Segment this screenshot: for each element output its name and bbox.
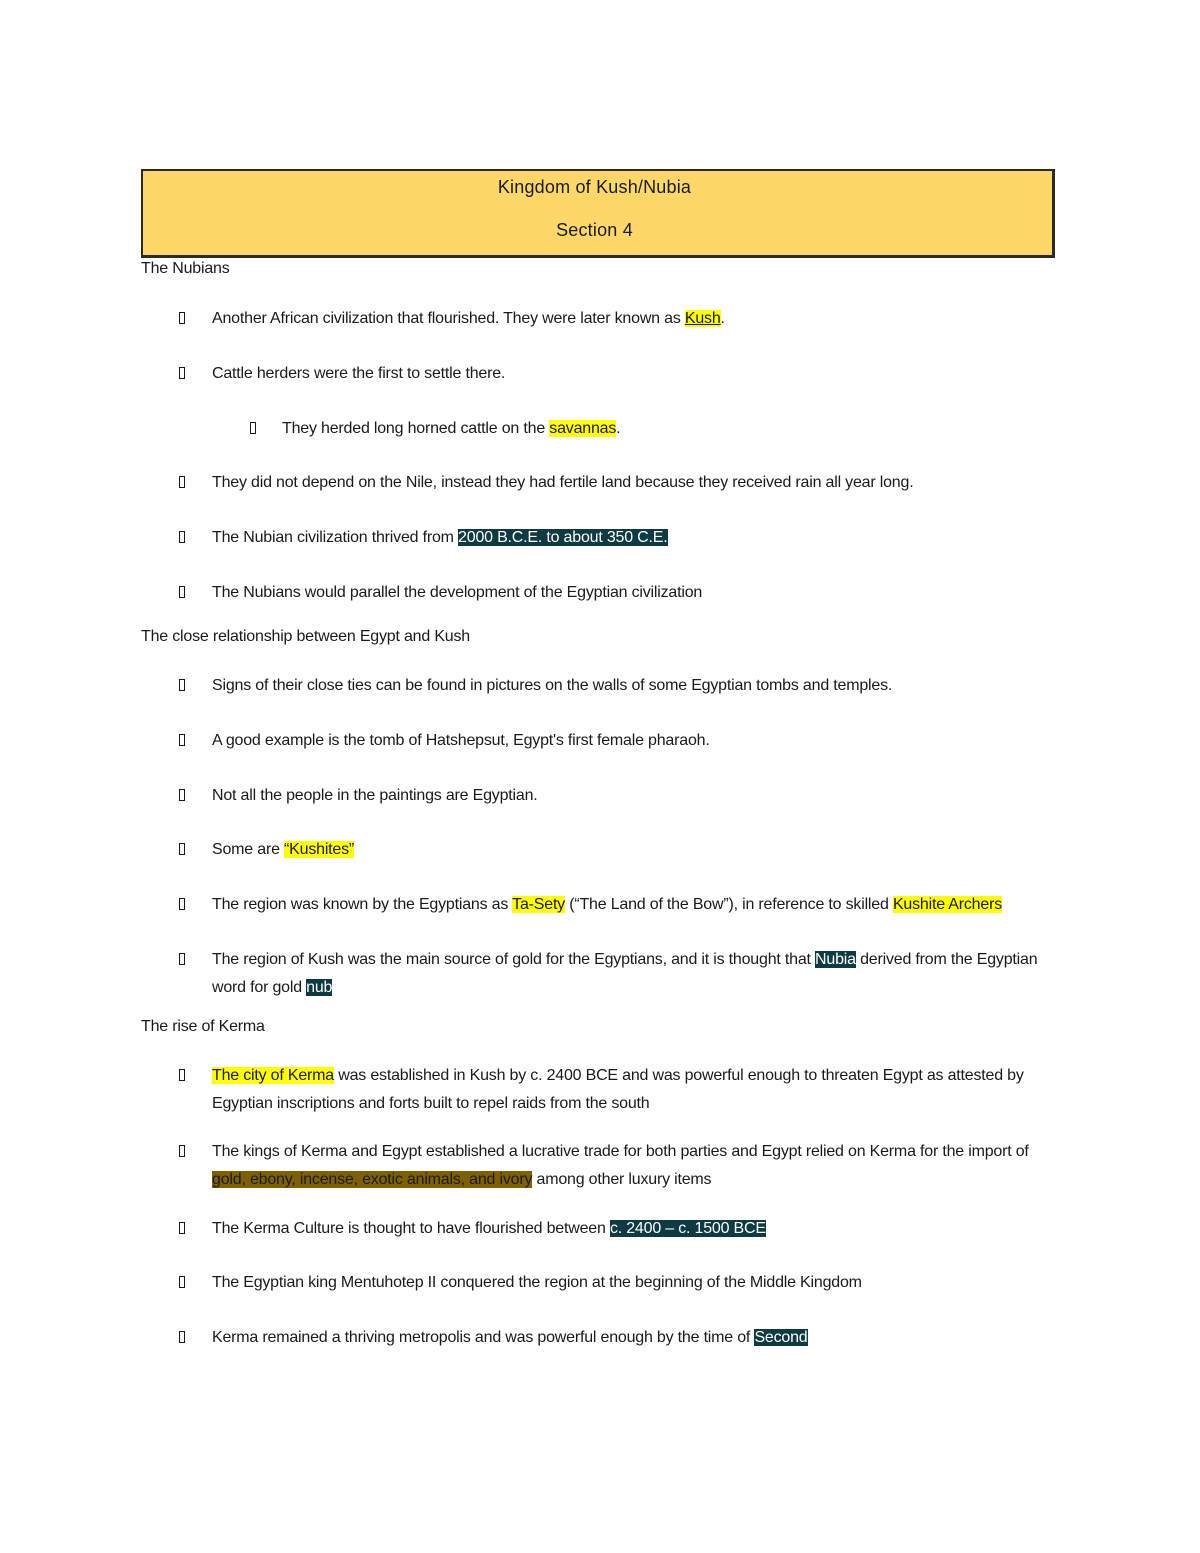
list-item: The Kerma Culture is thought to have flourished between c. 2400 – c. 1500 BCE bbox=[179, 1215, 1059, 1243]
highlight-trade-goods: gold, ebony, incense, exotic animals, and ivory bbox=[212, 1171, 533, 1188]
list-item: The region was known by the Egyptians as Ta-Sety (“The Land of the Bow”), in reference to skilled Kushite Archers bbox=[179, 891, 1059, 919]
highlight-kush: Kush bbox=[684, 310, 721, 327]
list-item: The kings of Kerma and Egypt established a lucrative trade for both parties and Egypt relied on Kerma for the import of gold, ebony, incense, exotic animals, and ivory among other luxury items bbox=[179, 1138, 1059, 1194]
highlight-savannas: savannas bbox=[549, 420, 617, 437]
list-item: The region of Kush was the main source of gold for the Egyptians, and it is thought that Nubia derived from the Egyptian word for gold nub bbox=[179, 946, 1059, 1002]
highlight-kushite-archers: Kushite Archers bbox=[892, 896, 1002, 913]
square-bullet-icon bbox=[179, 1138, 189, 1166]
square-bullet-icon bbox=[179, 305, 189, 333]
list-item: Not all the people in the paintings are Egyptian. bbox=[179, 782, 1059, 810]
square-bullet-icon bbox=[179, 727, 189, 755]
square-bullet-icon bbox=[179, 891, 189, 919]
square-bullet-icon bbox=[179, 1324, 189, 1352]
highlight-nubia: Nubia bbox=[815, 951, 856, 968]
square-bullet-icon bbox=[179, 836, 189, 864]
heading-the-nubians: The Nubians bbox=[141, 260, 230, 277]
section-label: Section 4 bbox=[556, 220, 633, 240]
heading-relationship: The close relationship between Egypt and Kush bbox=[141, 628, 470, 645]
highlight-nub: nub bbox=[306, 979, 333, 996]
list-item: They did not depend on the Nile, instead they had fertile land because they received rain all year long. bbox=[179, 469, 1059, 497]
highlight-date-range: 2000 B.C.E. to about 350 C.E. bbox=[458, 529, 668, 546]
list-item: Another African civilization that flourished. They were later known as Kush. bbox=[179, 305, 1059, 333]
list-item: A good example is the tomb of Hatshepsut, Egypt's first female pharaoh. bbox=[179, 727, 1059, 755]
sub-list-item: They herded long horned cattle on the savannas. bbox=[250, 415, 1050, 443]
list-item: The Nubian civilization thrived from 2000 B.C.E. to about 350 C.E. bbox=[179, 524, 1059, 552]
heading-rise-of-kerma: The rise of Kerma bbox=[141, 1018, 265, 1035]
square-bullet-icon bbox=[179, 579, 189, 607]
square-bullet-icon bbox=[179, 672, 189, 700]
highlight-city-of-kerma: The city of Kerma bbox=[212, 1067, 334, 1084]
square-bullet-icon bbox=[179, 524, 189, 552]
square-bullet-icon bbox=[179, 1062, 189, 1090]
square-bullet-icon bbox=[179, 360, 189, 388]
list-item: Kerma remained a thriving metropolis and was powerful enough by the time of Second bbox=[179, 1324, 1059, 1352]
list-item: Signs of their close ties can be found in pictures on the walls of some Egyptian tombs and temples. bbox=[179, 672, 1059, 700]
highlight-kushites: “Kushites” bbox=[284, 841, 355, 858]
square-bullet-icon bbox=[179, 782, 189, 810]
square-bullet-icon bbox=[179, 469, 189, 497]
square-bullet-icon bbox=[179, 946, 189, 974]
square-bullet-icon bbox=[179, 1215, 189, 1243]
list-item: The city of Kerma was established in Kush by c. 2400 BCE and was powerful enough to threaten Egypt as attested by Egyptian inscriptions and forts built to repel raids from the south bbox=[179, 1062, 1059, 1118]
highlight-second: Second bbox=[754, 1329, 808, 1346]
square-bullet-icon bbox=[250, 415, 260, 443]
square-bullet-icon bbox=[179, 1269, 189, 1297]
highlight-kerma-dates: c. 2400 – c. 1500 BCE bbox=[609, 1220, 766, 1237]
highlight-ta-sety: Ta-Sety bbox=[512, 896, 565, 913]
list-item: The Egyptian king Mentuhotep II conquered the region at the beginning of the Middle Kingdom bbox=[179, 1269, 1059, 1297]
list-item: Cattle herders were the first to settle there. bbox=[179, 360, 1059, 388]
title-box bbox=[141, 169, 1055, 258]
list-item: Some are “Kushites” bbox=[179, 836, 1059, 864]
document-title: Kingdom of Kush/Nubia bbox=[497, 177, 692, 197]
list-item: The Nubians would parallel the development of the Egyptian civilization bbox=[179, 579, 1059, 607]
